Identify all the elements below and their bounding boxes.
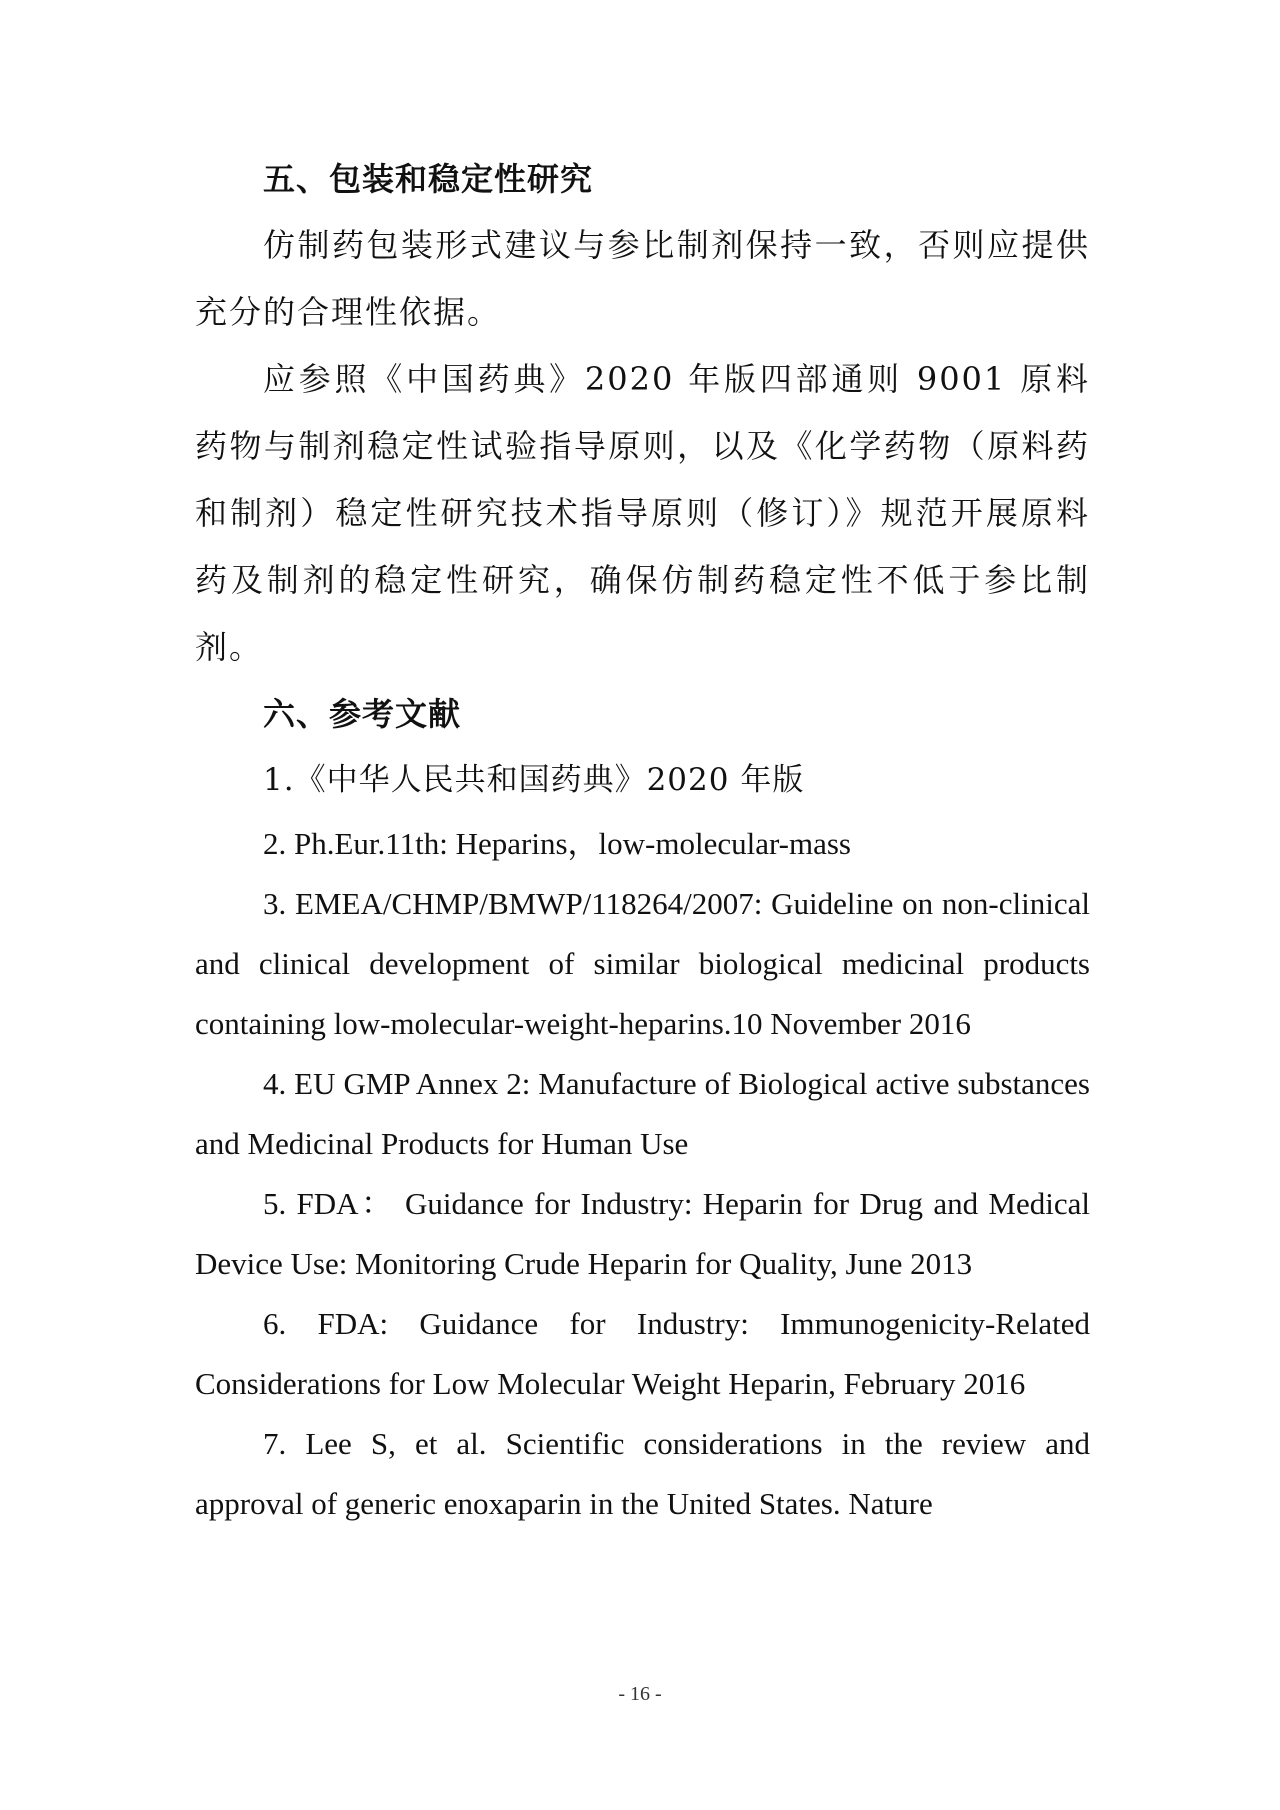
section-5-paragraph-stability: 应参照《中国药典》2020 年版四部通则 9001 原料药物与制剂稳定性试验指导原则，以及《化学药物（原料药和制剂）稳定性研究技术指导原则（修订）》规范开展原料药及制剂的稳定性研究，确保仿制药稳定性不低于参比制剂。 xyxy=(195,360,1090,666)
reference-item-4: 4. EU GMP Annex 2: Manufacture of Biological active substances and Medicinal Products for Human Use xyxy=(195,1066,1090,1161)
document-body xyxy=(195,146,1090,1534)
reference-item-1: 1.《中华人民共和国药典》2020 年版 xyxy=(263,762,805,798)
reference-item-7: 7. Lee S, et al. Scientific considerations in the review and approval of generic enoxaparin in the United States. Nature xyxy=(195,1426,1090,1521)
reference-item-3: 3. EMEA/CHMP/BMWP/118264/2007: Guideline on non-clinical and clinical development of similar biological medicinal products containing low-molecular-weight-heparins.10 November 2016 xyxy=(195,886,1090,1041)
reference-item-2: 2. Ph.Eur.11th: Heparins，low-molecular-mass xyxy=(263,826,851,861)
section-6-heading: 六、参考文献 xyxy=(263,695,462,733)
page-number: - 16 - xyxy=(618,1683,662,1705)
reference-item-6: 6. FDA: Guidance for Industry: Immunogenicity-Related Considerations for Low Molecular Weight Heparin, February 2016 xyxy=(195,1306,1090,1401)
section-5-paragraph-packaging: 仿制药包装形式建议与参比制剂保持一致，否则应提供充分的合理性依据。 xyxy=(195,226,1090,331)
reference-item-5: 5. FDA： Guidance for Industry: Heparin for Drug and Medical Device Use: Monitoring Crude Heparin for Quality, June 2013 xyxy=(195,1186,1090,1281)
section-5-heading: 五、包装和稳定性研究 xyxy=(263,160,594,198)
